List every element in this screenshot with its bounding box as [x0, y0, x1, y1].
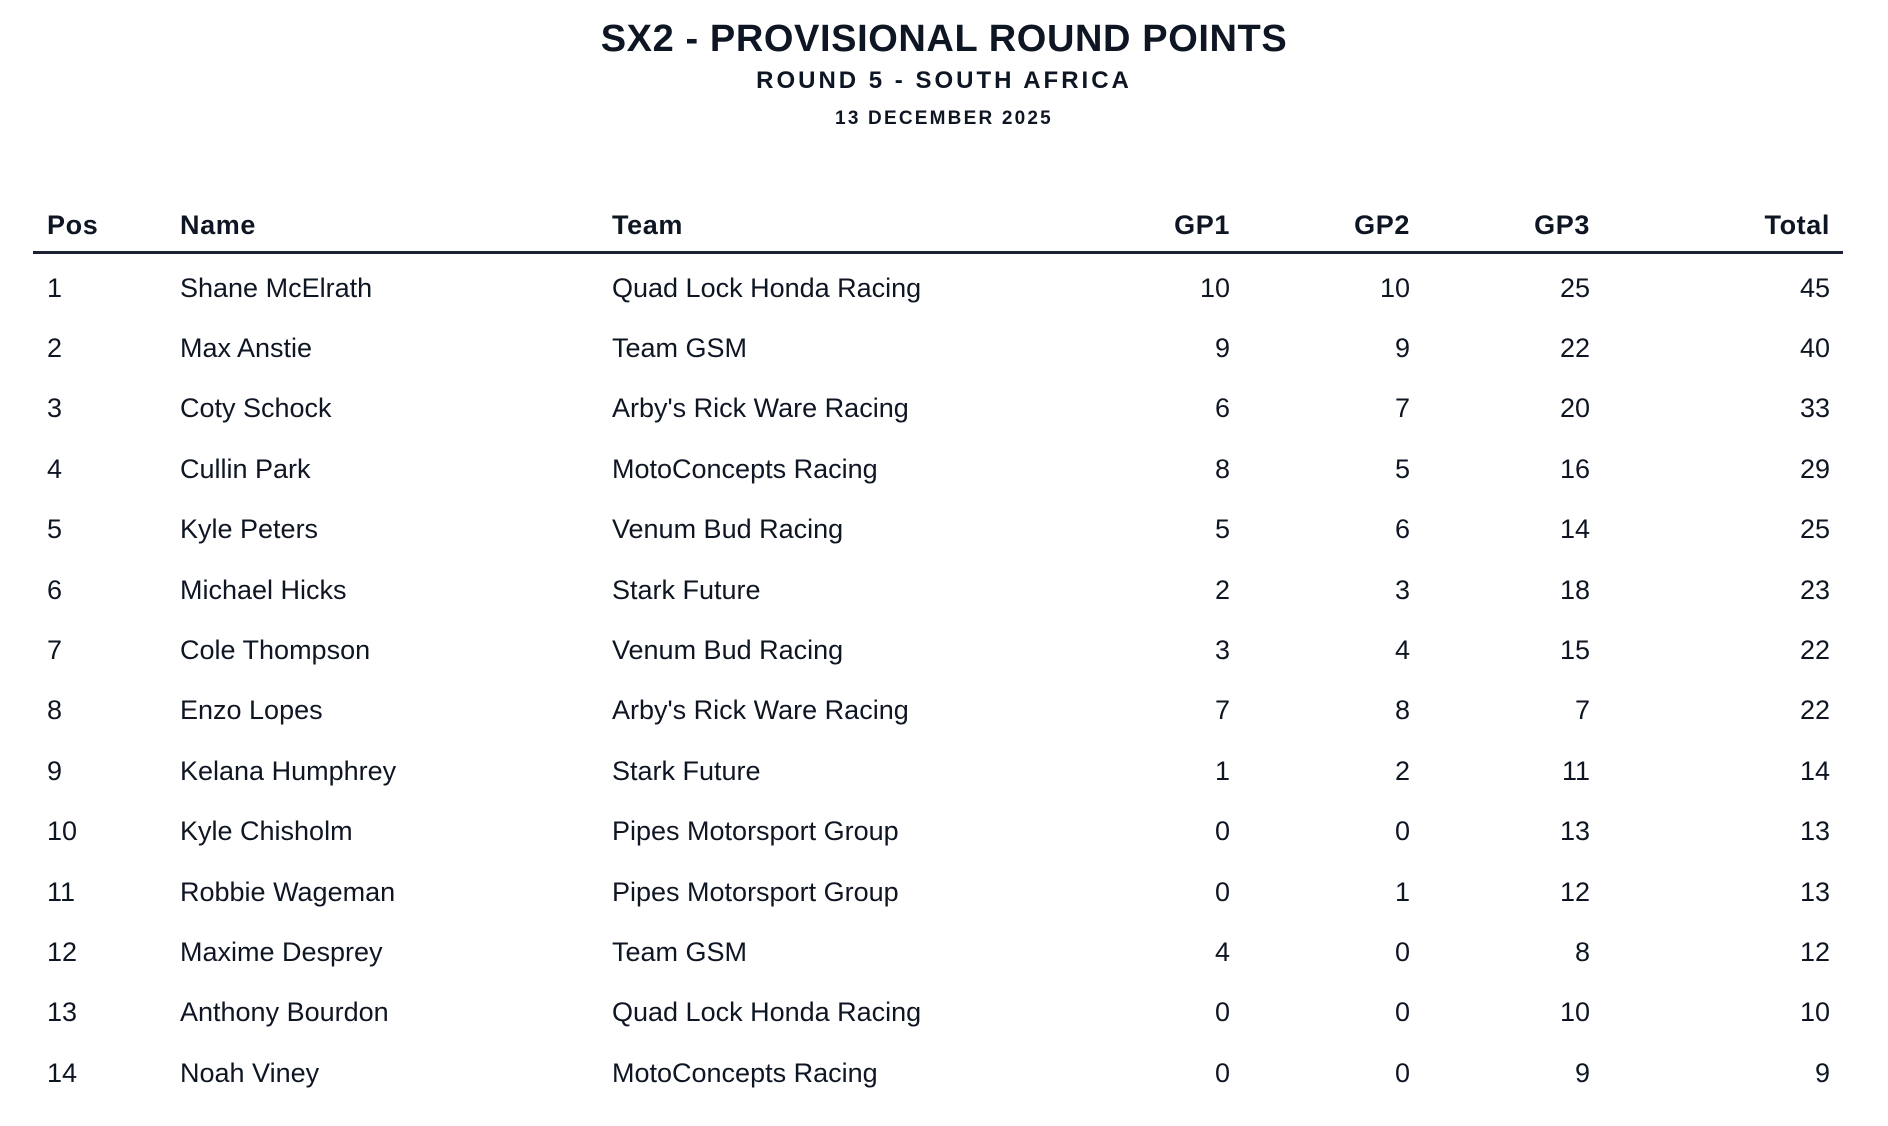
cell-pos: 6 — [47, 574, 63, 605]
cell-gp1: 8 — [1214, 453, 1230, 484]
cell-gp1: 7 — [1214, 695, 1230, 726]
cell-gp3: 25 — [1559, 272, 1590, 303]
table-row — [33, 1043, 1843, 1103]
cell-pos: 4 — [47, 453, 63, 484]
cell-total: 23 — [1799, 574, 1830, 605]
cell-team: Stark Future — [612, 755, 761, 786]
cell-pos: 11 — [47, 876, 76, 907]
column-header-gp3: GP3 — [1423, 200, 1603, 253]
cell-name: Coty Schock — [180, 393, 332, 424]
round-subtitle: ROUND 5 - SOUTH AFRICA — [756, 67, 1132, 94]
event-date: 13 DECEMBER 2025 — [835, 108, 1053, 129]
cell-total: 22 — [1799, 635, 1830, 666]
cell-total: 33 — [1799, 393, 1830, 424]
cell-gp2: 3 — [1394, 574, 1410, 605]
cell-gp1: 0 — [1214, 997, 1230, 1028]
table-row — [33, 318, 1843, 378]
cell-name: Kelana Humphrey — [180, 755, 397, 786]
cell-gp2: 0 — [1394, 816, 1410, 847]
table-row — [33, 741, 1843, 801]
cell-total: 45 — [1799, 272, 1830, 303]
cell-name: Anthony Bourdon — [180, 997, 389, 1028]
cell-gp3: 22 — [1559, 333, 1590, 364]
cell-name: Shane McElrath — [180, 272, 373, 303]
cell-team: Arby's Rick Ware Racing — [612, 695, 909, 726]
cell-gp2: 9 — [1394, 333, 1410, 364]
cell-gp2: 1 — [1394, 876, 1410, 907]
cell-pos: 12 — [47, 936, 78, 967]
column-header-pos: Pos — [33, 200, 166, 253]
cell-gp3: 15 — [1559, 635, 1590, 666]
cell-total: 14 — [1799, 755, 1830, 786]
cell-gp3: 11 — [1561, 755, 1590, 786]
cell-team: Pipes Motorsport Group — [612, 876, 899, 907]
cell-gp1: 5 — [1214, 514, 1230, 545]
cell-total: 13 — [1799, 876, 1830, 907]
cell-gp2: 0 — [1394, 936, 1410, 967]
page-title: SX2 - PROVISIONAL ROUND POINTS — [600, 18, 1288, 60]
column-header-gp1: GP1 — [1063, 200, 1243, 253]
cell-pos: 9 — [47, 755, 63, 786]
cell-pos: 1 — [47, 272, 63, 303]
cell-team: Pipes Motorsport Group — [612, 816, 899, 847]
cell-gp2: 0 — [1394, 997, 1410, 1028]
cell-gp1: 10 — [1199, 272, 1230, 303]
cell-pos: 5 — [47, 514, 63, 545]
column-header-name: Name — [166, 200, 598, 253]
cell-gp3: 9 — [1574, 1057, 1590, 1088]
table-row — [33, 681, 1843, 741]
cell-name: Michael Hicks — [180, 574, 347, 605]
table-row — [33, 620, 1843, 680]
table-row — [33, 379, 1843, 439]
cell-name: Kyle Peters — [180, 514, 319, 545]
cell-team: MotoConcepts Racing — [612, 453, 878, 484]
cell-gp2: 2 — [1394, 755, 1410, 786]
cell-team: Team GSM — [612, 333, 748, 364]
cell-name: Kyle Chisholm — [180, 816, 353, 847]
cell-gp3: 14 — [1559, 514, 1590, 545]
cell-team: Venum Bud Racing — [612, 514, 844, 545]
column-header-gp2: GP2 — [1243, 200, 1423, 253]
cell-team: Stark Future — [612, 574, 761, 605]
cell-pos: 8 — [47, 695, 63, 726]
cell-gp2: 0 — [1394, 1057, 1410, 1088]
table-row — [33, 862, 1843, 922]
cell-team: Arby's Rick Ware Racing — [612, 393, 909, 424]
cell-gp1: 4 — [1214, 936, 1230, 967]
cell-gp1: 9 — [1214, 333, 1230, 364]
cell-gp1: 0 — [1214, 816, 1230, 847]
cell-pos: 3 — [47, 393, 63, 424]
cell-total: 40 — [1799, 333, 1830, 364]
cell-team: Venum Bud Racing — [612, 635, 844, 666]
cell-name: Enzo Lopes — [180, 695, 323, 726]
cell-total: 22 — [1799, 695, 1830, 726]
table-row — [33, 439, 1843, 499]
table-row — [33, 802, 1843, 862]
cell-gp2: 6 — [1394, 514, 1410, 545]
cell-gp2: 8 — [1394, 695, 1410, 726]
cell-pos: 13 — [47, 997, 78, 1028]
cell-name: Cullin Park — [180, 453, 311, 484]
table-row — [33, 922, 1843, 982]
cell-gp2: 5 — [1394, 453, 1410, 484]
cell-gp1: 0 — [1214, 876, 1230, 907]
cell-gp1: 3 — [1214, 635, 1230, 666]
cell-pos: 10 — [47, 816, 78, 847]
cell-gp3: 7 — [1574, 695, 1590, 726]
cell-total: 29 — [1799, 453, 1830, 484]
cell-total: 12 — [1799, 936, 1830, 967]
column-header-team: Team — [598, 200, 1063, 253]
cell-name: Noah Viney — [180, 1057, 320, 1088]
cell-pos: 2 — [47, 333, 63, 364]
cell-gp3: 10 — [1559, 997, 1590, 1028]
cell-gp3: 16 — [1559, 453, 1590, 484]
table-row — [33, 500, 1843, 560]
table-row — [33, 983, 1843, 1043]
cell-team: Team GSM — [612, 936, 748, 967]
cell-gp3: 13 — [1559, 816, 1590, 847]
cell-name: Cole Thompson — [180, 635, 371, 666]
cell-gp2: 10 — [1379, 272, 1410, 303]
column-header-total: Total — [1603, 200, 1843, 253]
cell-team: MotoConcepts Racing — [612, 1057, 878, 1088]
cell-name: Robbie Wageman — [180, 876, 396, 907]
cell-gp2: 4 — [1394, 635, 1410, 666]
cell-total: 10 — [1799, 997, 1830, 1028]
cell-gp3: 12 — [1559, 876, 1590, 907]
cell-name: Maxime Desprey — [180, 936, 383, 967]
cell-gp1: 6 — [1214, 393, 1230, 424]
cell-total: 9 — [1814, 1057, 1830, 1088]
cell-team: Quad Lock Honda Racing — [612, 997, 922, 1028]
cell-gp3: 8 — [1574, 936, 1590, 967]
cell-pos: 7 — [47, 635, 63, 666]
cell-total: 25 — [1799, 514, 1830, 545]
cell-gp3: 18 — [1559, 574, 1590, 605]
round-points-table — [33, 200, 1843, 1103]
table-row — [33, 253, 1843, 319]
cell-gp1: 1 — [1214, 755, 1230, 786]
cell-gp2: 7 — [1394, 393, 1410, 424]
cell-team: Quad Lock Honda Racing — [612, 272, 922, 303]
cell-gp1: 0 — [1214, 1057, 1230, 1088]
cell-total: 13 — [1799, 816, 1830, 847]
cell-name: Max Anstie — [180, 333, 313, 364]
cell-pos: 14 — [47, 1057, 78, 1088]
cell-gp1: 2 — [1214, 574, 1230, 605]
table-row — [33, 560, 1843, 620]
table-header-row — [33, 200, 1843, 253]
cell-gp3: 20 — [1559, 393, 1590, 424]
